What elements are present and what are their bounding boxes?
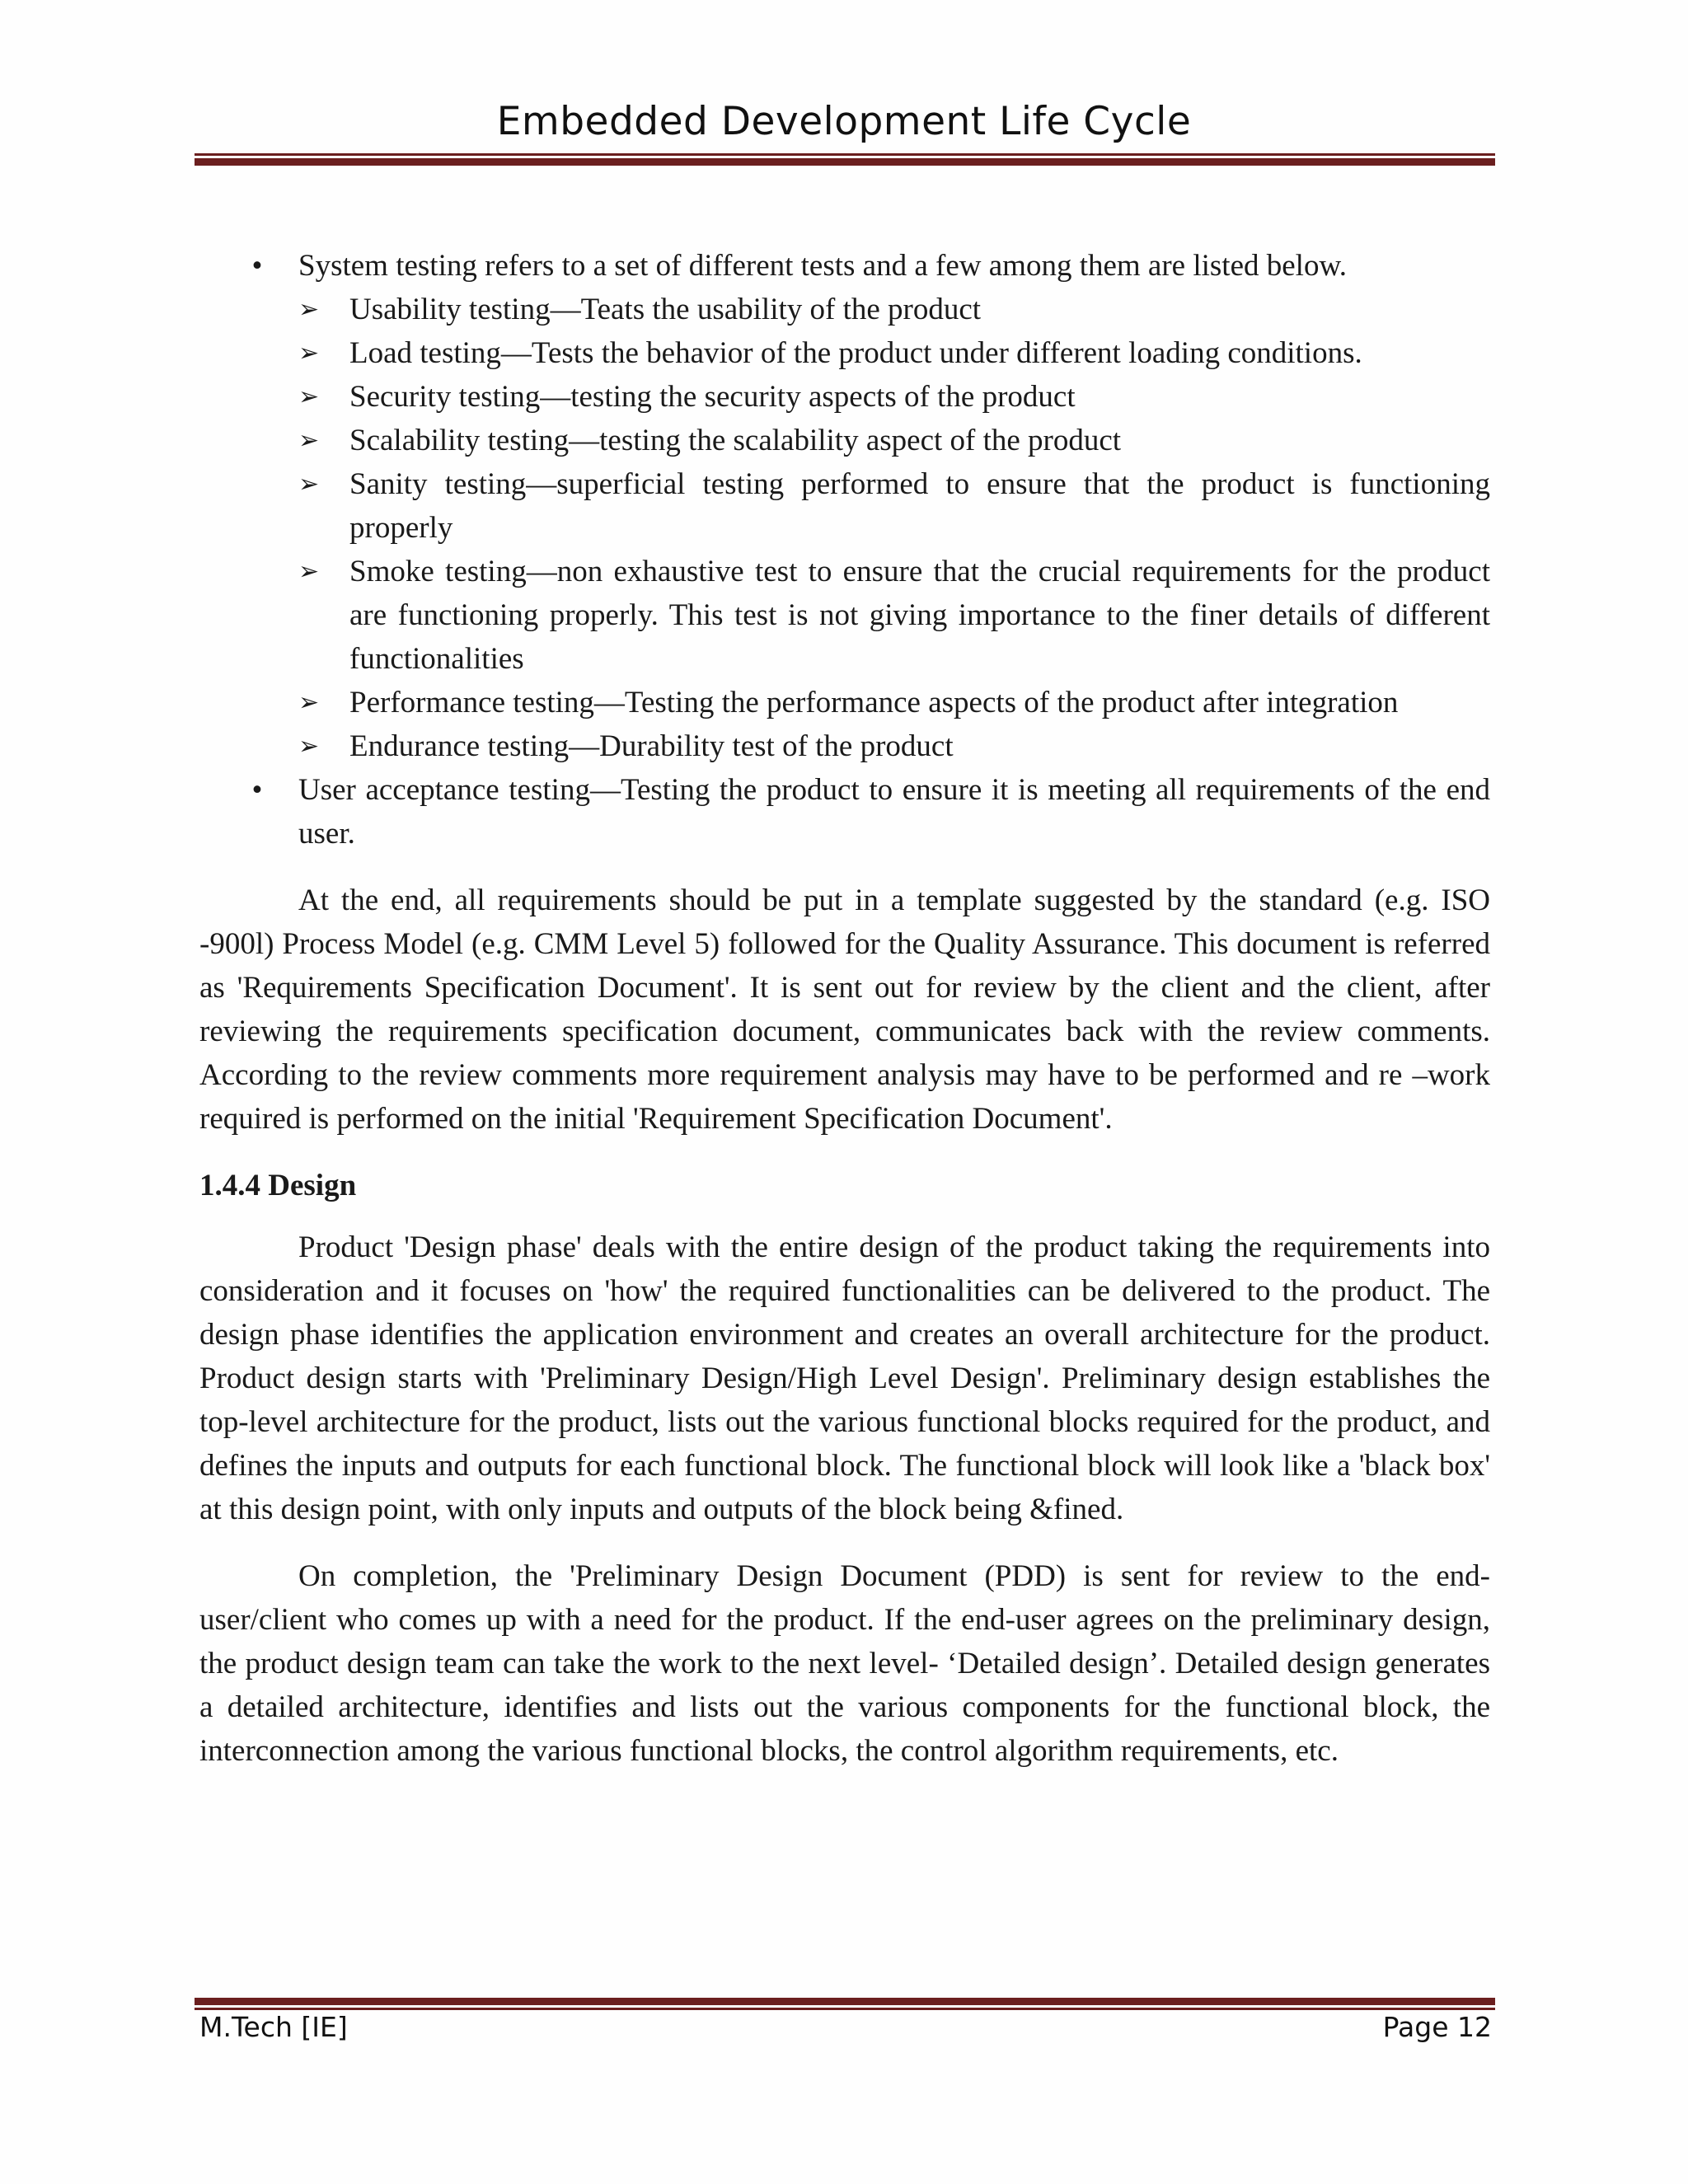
list-item: ➢ Security testing—testing the security aspects of the product [298, 375, 1490, 419]
arrow-bullet-icon: ➢ [298, 295, 320, 324]
system-testing-intro: System testing refers to a set of different tests and a few among them are listed below. [298, 249, 1348, 283]
arrow-bullet-icon: ➢ [298, 426, 320, 455]
list-item: ➢ Load testing—Tests the behavior of the product under different loading conditions. [298, 331, 1490, 375]
user-acceptance-text: User acceptance testing—Testing the product to ensure it is meeting all requirements of the end user. [298, 773, 1490, 851]
list-item: ➢ Endurance testing—Durability test of the product [298, 724, 1490, 768]
list-item: ➢ Performance testing—Testing the performance aspects of the product after integration [298, 681, 1490, 724]
list-item-system-testing [199, 244, 1490, 768]
footer-rule-thin [195, 2008, 1495, 2010]
arrow-bullet-icon: ➢ [298, 688, 320, 717]
requirements-paragraph: At the end, all requirements should be put in a template suggested by the standard (e.g. ISO -900l) Process Model (e.g. CMM Level 5) followed for the Quality Assurance. This document is referred as 'Requirements Specification Document'. It is sent out for review by the client and the client, after reviewing the requirements specification document, communicates back with the review comments. According to the review comments more requirement analysis may have to be performed and re –work required is performed on the initial 'Requirement Specification Document'. [199, 883, 1490, 1136]
system-testing-sublist [298, 288, 1490, 768]
arrow-bullet-icon: ➢ [298, 732, 320, 761]
design-paragraph-1: Product 'Design phase' deals with the entire design of the product taking the requirements into consideration and it focuses on 'how' the required functionalities can be delivered to the product. The design phase identifies the application environment and creates an overall architecture for the product. Product design starts with 'Preliminary Design/High Level Design'. Preliminary design establishes the top-level architecture for the product, lists out the various functional blocks required for the product, and defines the inputs and outputs for each functional block. The functional block will look like a 'black box' at this design point, with only inputs and outputs of the block being &fined. [199, 1230, 1490, 1526]
page-body [199, 244, 1490, 1773]
footer-rule-thick [195, 1998, 1495, 2005]
bullet-icon: • [251, 773, 263, 807]
design-paragraph-2: On completion, the 'Preliminary Design Document (PDD) is sent for review to the end-user/client who comes up with a need for the product. If the end-user agrees on the preliminary design, the product design team can take the work to the next level- ‘Detailed design’. Detailed design generates a detailed architecture, identifies and lists out the various components for the functional block, the interconnection among the various functional blocks, the control algorithm requirements, etc. [199, 1559, 1490, 1768]
list-item: ➢ Usability testing—Teats the usability of the product [298, 288, 1490, 331]
list-item: ➢ Sanity testing—superficial testing performed to ensure that the product is functioning properly [298, 462, 1490, 550]
list-item: ➢ Smoke testing—non exhaustive test to ensure that the crucial requirements for the product are functioning properly. This test is not giving importance to the finer details of different functionalities [298, 550, 1490, 681]
arrow-bullet-icon: ➢ [298, 470, 320, 499]
section-heading-design: 1.4.4 Design [199, 1169, 357, 1202]
arrow-bullet-icon: ➢ [298, 557, 320, 586]
footer-page-number: Page 12 [1382, 2011, 1492, 2043]
list-item: ➢ Scalability testing—testing the scalability aspect of the product [298, 419, 1490, 462]
bullet-icon: • [251, 249, 263, 283]
header-rule-thick [195, 158, 1495, 166]
arrow-bullet-icon: ➢ [298, 382, 320, 411]
page-header-title: Embedded Development Life Cycle [496, 99, 1192, 144]
arrow-bullet-icon: ➢ [298, 339, 320, 368]
list-item-user-acceptance [199, 768, 1490, 855]
header-rule-thin [195, 153, 1495, 156]
footer-course-label: M.Tech [IE] [199, 2011, 348, 2043]
testing-list [199, 244, 1490, 855]
